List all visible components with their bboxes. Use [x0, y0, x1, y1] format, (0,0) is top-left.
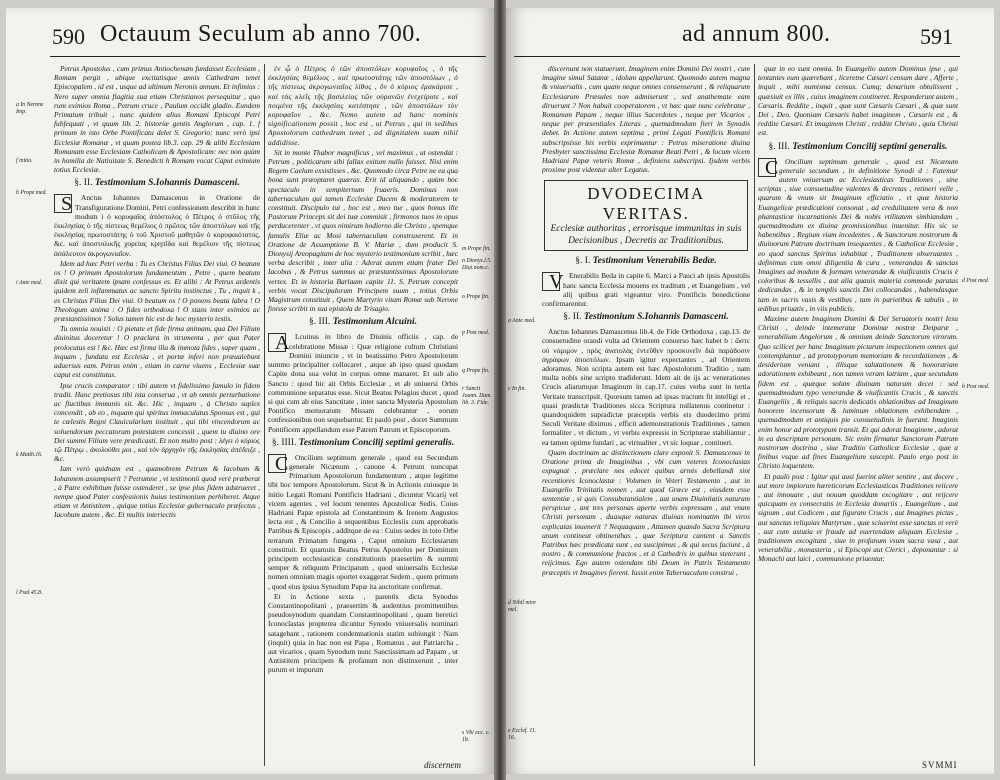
margin-note: a In Nerone Imp.: [16, 102, 44, 115]
page-number: 590: [52, 24, 85, 49]
paragraph: Anctus Iohannes Damascenus lib.4. de Fide Orthodoxa , cap.13. de consuetudine orandi vulta ad Orientem conuerso hæc habet b : ὥστε οὐ νόμιμον , πρὸς ἀνατολὰς ἐντεῦθεν προσκυνεῖν διὰ παράδοσιν ἀγράφων ἀποστόλων. Ipsam igitur expectantes , ad Orientem adoramus. Non scripta autem est hæc Apostolorum Traditio , nam multa nobis sine scripto tradiderunt. Idem ait de ijs ac venerationes Crucis aliarumque Imaginum in cap.17. cuius verba sunt in tertia Veritate transcripsit. Quorsum tamen ad ipsas tractum fit intelligi et , quasi prædictæ Traditiones sicca Scriptura nullatenus continetur : quandoquidem supradictæ præceptis verbis eis duodecimo primi Seculi Veritate diximus , efficit ademonstrationis Traditiones , tamen formaliter , vt dictum , vt verbis expressis in Scripturae stabiliantur , ea tamen optime fundari , ac virtualiter , vt sic loquar , contineri.: [542, 327, 750, 447]
book-gutter: [494, 0, 506, 780]
section-heading: [542, 255, 750, 268]
margin-note: i Ante med.: [16, 280, 43, 286]
side-note: q Prope fin.: [462, 368, 490, 374]
section-heading: [54, 177, 260, 190]
paragraph: Et paulò post : Igitur qui ausi fuerint aliter sentire , aut docere , aut more impiorum hæreticorum Ecclesiasticas Traditiones reiicere , aut innouare , aut nouum quoddam excogitare , aut reijcere quicquam ex consecratis in Ecclesia donariis , Euangelium , aut signum , aut Codicem , aut figuram Crucis , aut Imagines pictas , aut sanctas reliquias Martyrum , quæ sciuerint esse sanctas et verè , aut cum astutia et fraude ad euertendam aliquam Ecclesiæ , traditionem excogitant , siue in profanum vsum sacra vasa , aut venerabilia , monasteria , si Episcopi aut Clerici , deponantur : si Monachi aut laici , communione priuentur.: [758, 471, 958, 564]
header-rule: [50, 56, 486, 57]
side-note: n Dionys.l.5. Diui.nom.c.: [462, 258, 492, 271]
paragraph: V Enerabilis Beda in capite 6. Marci a Pauci ab ipsis Apostolis hanc sancta Ecclesia mouens ex traditum , et Euangelium , vel alij quibus grati vigeantur viro. Pontificis benedictione confirmarentur.: [542, 271, 750, 309]
left-page: [6, 8, 494, 774]
drop-cap: S: [54, 194, 72, 213]
margin-note: c In fin.: [508, 386, 526, 392]
paragraph: Petrus Apostolus , cum primus Antiochenam fundasset Ecclesiam , Romam pergit , ubique excitatisque annis Cathedram tenet Episcopalem , id est , usque ad ultimum Neronis annum. Et infimius : Nero super omnia flagitia sua etiam Christianos persequitur , quo rum eximios Roma , Petrum cruce , Paulum occidit gladio. Eundem Primatum tribuit , nunc quidem alius Romani Episcopi Petri fubfequuti , vt quum lib. 2. historiæ gentis Anglorum , cap. 1. f primum in isto Orbe Pontificatu delet S. Gregorio: nunc verò ipsi Ecclesiæ Romanæ , vt quum postea lib.3. cap. 29 & alibi Ecclesiam Romanam esse Ecclesiam Catholicam & Apostolicam: nec non quùm in homilia de Natiuitate S. Benedicti h Romam vocat Caput eximium totius Ecclesiæ.: [54, 64, 260, 175]
paragraph: Ipse crucis comparator : tibi autem vt fidelissimo famulo in fidem tradit. Hanc pretiosus tibi ista conserua , vt ab omnis perturbatione ac fluctibus immunis sit. &c. Hic , inquam , à Christo suplex concendit , ab eo , inquam qui spiritus immaculatus Sponsus est , qui te cælestis Regni Clauicularium instituit , qui tibi vincendorum ac soluendorum peccatorum potestatem concessit , quem tu diuino ore Dei summi Filium vere prædicasti. Et non multo post : λέγει ὁ κύριος τῷ Πέτρῳ , ἀκολούθει μοι , καὶ τὸν ἀρχηγὸν τῆς ἐκκλησίας ἀπέδειξε , &c.: [54, 380, 260, 464]
section-heading: [758, 141, 958, 154]
right-page: [506, 8, 994, 774]
section-number: §. I.: [575, 256, 591, 267]
paragraph: Maxime autem Imaginem Domini & Dei Seruatoris nostri Iesu Christi , deinde intemeratæ Dominæ nostræ Deiparæ , venerabilium Angelorum , & omnium deinde Sanctorum virorum. Quo scilicet per hanc Imaginum pictarum inspectionem omnes qui contemplantur , ad prototyporum memoriam & recordationem , & desiderium veniant , illisque salutationem & honorariam adorationem exhibeant , non tamen veram latriam , quæ secundum fidem est , quæque solam diuinam naturam decet : sed quemadmodum typo venerandæ & viuificantis Crucis , & sanctis Euangeliis , & reliquis sacris dedicatis oblationibus ad Imaginum honorem incensorum & luminum oblationem exhibendam , quemadmodum et antiquis pie consuetudinis in fuerant. Imaginis enim honor ad prototypum transit. Et qui adorat Imaginem , adorat in ea descriptam personam. Sic enim firmatur Sanctorum Patrum nostrorum doctrina , siue Traditio Catholicæ Ecclesiæ , quæ a finibus vsque ad fines Euangelium suscepit. Paulo ergo post in Christo loquentem.: [758, 314, 958, 471]
side-note: m Prope fin.: [462, 246, 491, 252]
paragraph: C Oncilium septimum generale , quod est Nicænum generale secundum , in definitione Synodi d : Fatemur autem vniuersam ac Ecclesiasticas Traditiones , sine scriptas , siue consuetudine valentes & decretas , retineri velle , quarum & vnum sit Imaginum efficiatio , vt quæ historia Euangelicæ prædicationi consonat , ad credulitatem vera & non phantasticæ incarnationis Dei & nobis vtilitatem simbiandam , quemadmodum ex diuina promissionibus inuenitur. His sic se habentibus , Regium viam incedentes , & Sanctorum nostrorum & diuinorum Patrum doctrinam insequentes , & Catholicæ Ecclesiæ , eo quod sanctus Spiritus inhabitat , Traditionem obseruantes , definimus cum omni diligentia & cura , venerandas & sanctas Imagines ad modum & formam venerandæ & viuificantis Crucis è coloribus & tessellis , aut alia quauis materia commode paratas dedicandas , & in templis sanctis Dei collocandas , habendasque tam in sacris vasis & vestibus , tam in parietibus & tabulis , in ædibus priuatis , in viis publicis.: [758, 156, 958, 313]
side-note: p Post med.: [462, 330, 490, 336]
section-title: Testimonium Concilij septimi generalis.: [298, 437, 455, 448]
section-number: §. III.: [768, 141, 790, 152]
paragraph: discernunt non statuerunt. Imaginem enim Domini Dei nostri , cum imagine simul Satanæ , idolum appellarunt. Quomodo autem magna & vniuersalis , cum quam neque omnes consenserunt , & reliquarum Ecclesiarum Præsules non admiserunt , sed anathemate eam diruerunt ? Non habuit cooperatorem , vt hæc quæ nunc celebratur , Romanum Papam , neque illius Sacerdotes , neque per Vicarios , neque per præsentiales Literas , quemadmodum fieri in Synodis debet. In Actione autem septima , primi Legati Pontificis Romani subscripsisse his verbis exprimuntur : Petrus miseratione diuina Presbyter sanctissima Ecclesiæ Romanæ Beati Petri , & locum vicem Hadriani Papæ veteris Romæ , definiens subscripsi. Ijsdem verbis proxime post videntur alter Legatus.: [542, 64, 750, 175]
column-rule: [264, 64, 265, 766]
margin-note: k Matth.16.: [16, 452, 43, 458]
paragraph: Idem ad hæc Petri verba : Tu es Christus Filius Dei viui. O beatum os ! O primum Apostolorum fundamentum , Petre , quem beatum dixit qui veritatem ipsam confessus es. Et alibi : At Petrus ardentis quidem zeli inflammatus ac sancto Spiritu instinctus , Tu , inquit k , es Christus Filius Dei viui. O beatum os ! O ponens beata labra ! O Theologum anima : O fides orthodoxa ! O stans inter eximios ac præstantissimos ! Solus tamen hic est de hoc mysterio testis.: [54, 258, 260, 324]
section-number: §. II.: [74, 178, 93, 189]
column-rule: [754, 64, 755, 766]
paragraph: Tu omnia nouisti : O pietate et fide firma animam, qua Dei Filium diuinitus doceretur ! O praclara in strumenta , per qua Pater prolocutus est ! &c. Hæc est firma illa & immota fides , super quam , inquam , fundata est Ecclesia , et portæ inferi non præualebunt aduersus eam. Petrus enim , etiam in carne viuens , Ecclesiæ suæ caput est constitutus.: [54, 324, 260, 380]
section-heading: [268, 437, 458, 450]
drop-cap: C: [268, 454, 286, 473]
margin-note: l Psal.45.8.: [16, 590, 43, 596]
margin-note: e Ecclef. 11. 16.: [508, 728, 537, 741]
right-column-1: [542, 64, 750, 766]
margin-note: h Prope med.: [16, 190, 47, 196]
section-title: Testimonium Venerabilis Bedæ.: [592, 256, 717, 267]
paragraph: S Anctus Iohannes Damascenus in Oratione de Transfiguratione Domini, Petri confessionem describit in hunc modum i ὁ κορυφαῖος ἀπόστολος ὁ Πέτρος ὁ στῦλος τῆς ἐκκλησίας ὁ τῆς πίστεως θεμέλιος ὁ πρῶτος τῶν ἀποστόλων καὶ τῆς ἐκκλησίας πρωτοστάτης ὁ τοῦ Χριστοῦ μαθητῶν ὁ κορυφαιότατος, &c. καὶ ἀποστολικῆς χορείας κρηπῖδα καὶ θεμέλιον τῆς πίστεως ἀσάλευτον ἀκρογωνιαῖον.: [54, 193, 260, 258]
paragraph: A Lcuinus in libro de Diuinis officiis , cap. de celebratione Missæ : Quæ religione cultum Christiani Domini iniuncte , vt in beatissimo Petro Apostolorum summo principaliter collocaret , atque ab ipso quasi quodam Capite dona sua velut in corpus omne manaret. Et sub alio Sancto : quod hic ait Orbis Ecclesiæ , et ab uniuersi Orbis communione separatus esse. Sicut Beatus Pelagius ducet , quod si qui cum ab eius Sanctitate , inter sancta Mysteria Apostolum Pontifico memoratum Missam celebrantur , eorum confessionibus non sequebantur. Et paulò post , docet Summum Pontificem appellandum esse Patrem Patrum et Episcoporum.: [268, 332, 458, 434]
page-number: 591: [920, 24, 953, 49]
section-title: Testimonium S.Iohannis Damasceni.: [94, 178, 240, 189]
section-number: §. IIII.: [271, 437, 297, 448]
section-title: Testimonium Concilij septimi generalis.: [792, 141, 948, 152]
running-title: Octauum Seculum ab anno 700.: [100, 21, 422, 47]
paragraph: quæ in eo sunt omnia. In Euangelio autem Dominus ipse , qui tentantes eum quærebant , liceretne Cæsari censum dare , Afferte , inquit , mihi numisma census. Cumq; denarium obtulissent , quæsiuit ex illis , cuius imaginem contineret. Responderunt autem , Cæsaris. Reddite , inquit , quæ sunt Cæsaris Cæsari , & quæ sunt Dei , Deo. Quoniam Cæsaris habet imaginem , Cæsaris est , & reddite Cæsari. Et imaginem Christi , reddite Christo , quia Christi est.: [758, 64, 958, 138]
paragraph: Iam verò quidnam est , quamobrem Petrum & Iacobum & Iohannem assumpserit ? Petrumne , vt testimonii quod verè præberat , à Patre exhibitum fuisse ostenderet , se ipse plus fidem adstrueret , nempe quod Pater confessionis huius testimonium perhiberet. Atque etiam vt Antistitem , quique totius Ecclesiæ gubernaculo præfectus , Iacobum autem , &c. Et multis interiectis: [54, 464, 260, 520]
section-title: Testimonium S.Iohannis Damasceni.: [583, 312, 729, 323]
section-number: §. III.: [308, 317, 331, 328]
verity-subtitle: Ecclesiæ authoritas , errorisque immunitas in suis Decisionibus , Decretis ac Traditionibus.: [550, 224, 742, 246]
section-heading: [268, 316, 458, 329]
paragraph: Quam doctrinam ac distinctionem clare exponit S. Damascenus in Oratione prima de Imaginibus , vbi cum veteres Iconoclastas expugnat , præclare nos edocet quibus armis debellandi sint recentiores Iconoclastæ : Volumen in Veteri Testamento , aut in Euangelio Trinitatis nomen , aut quod Græce est , eiusdem esse sententiæ , si quis Consubstantialem , aut unam Diuinitatis naturam perspicue , ant tres personas aperte verbis expressam , aut vnam Christi personam , duasque naturas diuinas nominatim ibi viros explicatas inuenerit ? Nequaquam , Attamen quando Sacra Scriptura unum contineat obtinenthas , quæ Scriptura cantent a Sanctis Patribus hæc prædicata sunt , ea suscipimus , & qui secus faciunt , à nostro , & communione fractos , et à Cathedris in quibus steterunt , reijcimus. Ego autem ostendam tibi Deum in Patris Testamento præceptis vt Imagines fierent. Iussit enim Tabernaculum construi ,: [542, 447, 750, 577]
header-rule: [514, 56, 960, 57]
drop-cap: V: [542, 272, 560, 291]
paragraph: ἐν ᾧ ὁ Πέτρος ὁ τῶν ἀποστόλων κορυφαῖος , ὁ τῆς ἐκκλησίας θεμέλιος , καὶ πρωτοστάτης τῶν ἀποστόλων , ὁ τῆς πίστεως ἀκρογωνιαῖος λίθος , ὃν ὁ κύριος ἐμακάρισε , καὶ τὰς κλεῖς τῆς βασιλείας τῶν οὐρανῶν ἐνεχείρισε , καὶ ποιμένα τῆς ἐκκλησίας κατέστησε , τῶν ἀποστόλων τὸν κορυφαῖον , &c. Nemo autem ad hanc nominis significationem possit , hoc est , ut Petrus , qui in sedibus Apostolorum cathedram tenet , ad dignitatem suam nihil addidisse.: [268, 64, 458, 147]
side-note: r Sancti Joann. Dam. lib. 3. Fide.: [462, 386, 492, 406]
verity-box: [544, 180, 748, 251]
drop-cap: C: [758, 158, 776, 177]
catchword: discernem: [424, 760, 461, 770]
paragraph: Et in Actione sexta , parentis dicta Synodus Constantinopolitani , praesertim & audentius promittentibus pseudosynodum quandam Constantinopolitani , quam heretici Iconoclastas propterea dicuntur Synodo vniuersalis nominari satagebant , rationem condemnationis statim subiungit : Nam (inquit) quia in hac non est Papa , Romanus , aut Patriarcha , aut vicarios , quam Synodum nunc Sanctissimam ad Papam , ut Antistitem principem & profanum non distinxerunt , inter purum et impurum: [268, 591, 458, 675]
catchword: SVMMI: [922, 760, 958, 770]
left-header: [6, 21, 494, 54]
left-column-1: [54, 64, 260, 766]
right-column-2: [758, 64, 958, 754]
running-title: ad annum 800.: [682, 21, 831, 47]
margin-note: b Post med.: [962, 384, 990, 390]
section-number: §. II.: [563, 312, 582, 323]
side-note: d Post med.: [962, 278, 990, 284]
side-note: s Vbi ecc. c. 1b.: [462, 730, 490, 743]
section-title: Testimonium Alcuini.: [332, 317, 418, 328]
margin-note: a Ante med.: [508, 318, 536, 324]
verity-title: DVODECIMA VERITAS.: [587, 184, 705, 224]
left-column-2: [268, 64, 458, 766]
side-note: o Prope fin.: [462, 294, 490, 300]
margin-note: f initio.: [16, 158, 33, 164]
drop-cap: A: [268, 333, 286, 352]
section-heading: [542, 311, 750, 324]
paragraph: C Oncilium septimum generale , quod est Secundum generale Nicænum , canone 4. Petrum nuncupat Primarium Apostolorum fundamentum , atque legitime tibi hoc tempore Apostolorum. Sicut & in Actionis cuiusque in initio Legati Romani Pontificis Hadriani , dicuntur Vicarij vel vicem agentes , vel locum tenentes Apostolicæ Sedis. Cuius Hadriani Papæ epistola ad Constantinum & Irenem Augustos lecta est , & Concilio à sequentibus Ecclesiis cum approbatis Patribus & Episcopis , additque de ea : Cuius sedes in toto Orbe terrarum Primatum fungens , Caput omnium Ecclesiarum constituit. Et quamuis Beatus Petrus Apostolus per Dominum principem ecclesiasticæ constitutionis praesertim & summi semper & reliquum Principatum , quod uniuersalis Ecclesiæ nomen omnium magis oportet exaggerat Sedem , quem primum , quod eius ipsius Synodum Papæ ita auctoritate confirmat.: [268, 452, 458, 591]
paragraph: Sit in monte Thabor magnificus , vel maximus , ut ostendat : Petrum , politicarum sibi fallax exitum nullo fuisset. Nisi enim Regem Caelum exsistisses , &c. Quomodo circa Petre ne ea qua bona sunt præoptaret quæras. Erit id aliquando , quùm hoc spectaculo in sempiternum fruaeris. Dominus non tabernaculum qui tamen Ecclesiæ Ducem & moderatorem te constituit. Discipulo tui , hoc est , meo tue , quos bonus ille Pastorum Princeps sit dei tuæ commisit , firmonos tuos in opus perducerenter , vt quos nimirum hodierno die Christo , spemque famulis Eliæ ac Mosi tabernaculum construxerent. Et in Oratione de Assumptione B. V. Mariæ , dum producit S. Dionysij Areopagitam de hoc mysterio testimonium scribit , hæc verba describit , inter alia : Aderat autem etiam frater Dei Iacobus , & Petrus summus ac præstantissimus Apostolorum vertex. Et in historia Barlaam capite 11. S. Petrum concepit verbis vocat Discipulorum Principem suum , totius Orbis Magistrum constituit , Quem Martyrio vitam Romæ sub Nerone finisse scribit in sua epistola de Trisagio.: [268, 147, 458, 314]
right-header: [506, 21, 994, 54]
margin-note: d Nihil mire mel.: [508, 600, 536, 613]
